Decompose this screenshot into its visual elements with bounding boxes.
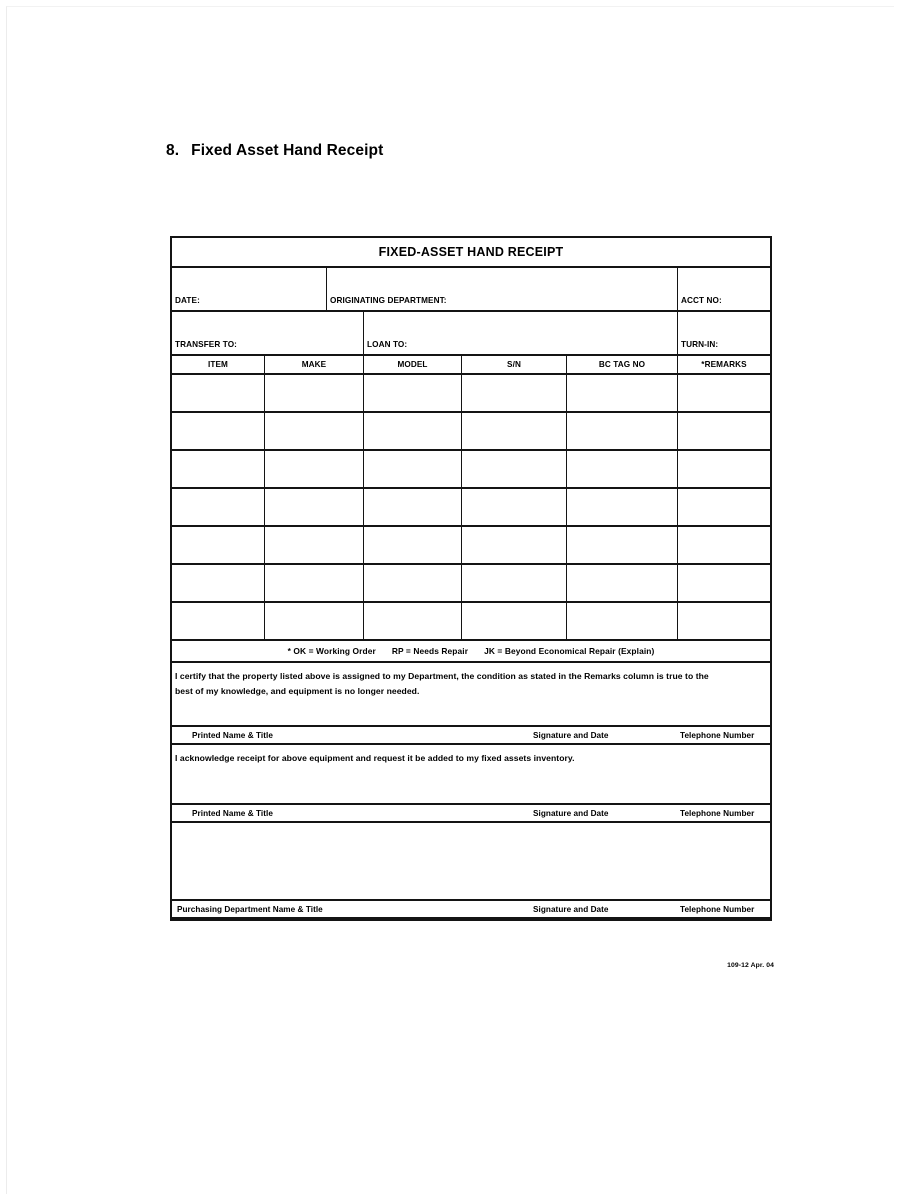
acknowledgment-statement bbox=[172, 745, 770, 766]
cell-model[interactable] bbox=[364, 489, 462, 525]
purchasing-printed-name-label: Purchasing Department Name & Title bbox=[177, 904, 323, 914]
cell-bc-tag-no[interactable] bbox=[567, 413, 678, 449]
date-field[interactable] bbox=[172, 268, 327, 310]
cell-sn[interactable] bbox=[462, 527, 567, 563]
table-row bbox=[172, 489, 770, 527]
acknowledgment-line-1: I acknowledge receipt for above equipment and request it be added to my fixed assets inventory. bbox=[175, 753, 575, 763]
cell-remarks[interactable] bbox=[678, 527, 770, 563]
cell-item[interactable] bbox=[172, 413, 265, 449]
transfer-to-label: TRANSFER TO: bbox=[175, 340, 237, 349]
cell-item[interactable] bbox=[172, 527, 265, 563]
cell-sn[interactable] bbox=[462, 565, 567, 601]
column-header-item: ITEM bbox=[172, 356, 265, 373]
cell-item[interactable] bbox=[172, 451, 265, 487]
certification-signature-strip bbox=[172, 725, 770, 743]
legend-rp: RP = Needs Repair bbox=[391, 646, 469, 656]
page-title bbox=[166, 142, 383, 160]
loan-to-label: LOAN TO: bbox=[367, 340, 408, 349]
cell-remarks[interactable] bbox=[678, 375, 770, 411]
cell-item[interactable] bbox=[172, 375, 265, 411]
table-row bbox=[172, 527, 770, 565]
acct-no-field[interactable] bbox=[678, 268, 770, 310]
cell-make[interactable] bbox=[265, 451, 364, 487]
cell-model[interactable] bbox=[364, 413, 462, 449]
column-header-remarks: *REMARKS bbox=[701, 360, 747, 369]
cell-sn[interactable] bbox=[462, 413, 567, 449]
purchasing-block bbox=[172, 823, 770, 919]
certification-printed-name-label: Printed Name & Title bbox=[192, 730, 273, 740]
cell-bc-tag-no[interactable] bbox=[567, 375, 678, 411]
cell-make[interactable] bbox=[265, 413, 364, 449]
signature-rule bbox=[505, 725, 648, 727]
certification-line-2: best of my knowledge, and equipment is no longer needed. bbox=[175, 685, 420, 696]
acct-no-label: ACCT NO: bbox=[681, 296, 722, 305]
certification-telephone-field[interactable] bbox=[674, 727, 770, 743]
cell-model[interactable] bbox=[364, 451, 462, 487]
turn-in-field[interactable] bbox=[678, 312, 770, 354]
table-header-row bbox=[172, 356, 770, 375]
cell-make[interactable] bbox=[265, 603, 364, 639]
purchasing-signature-strip bbox=[172, 899, 770, 917]
cell-remarks[interactable] bbox=[678, 603, 770, 639]
loan-to-field[interactable] bbox=[364, 312, 678, 354]
form-title: FIXED-ASSET HAND RECEIPT bbox=[378, 245, 564, 259]
cell-bc-tag-no[interactable] bbox=[567, 565, 678, 601]
originating-department-label: ORIGINATING DEPARTMENT: bbox=[330, 296, 447, 305]
column-header-sn: S/N bbox=[462, 356, 567, 373]
cell-remarks[interactable] bbox=[678, 565, 770, 601]
cell-make[interactable] bbox=[265, 375, 364, 411]
certification-signature-date-label: Signature and Date bbox=[533, 730, 609, 740]
certification-telephone-label: Telephone Number bbox=[680, 730, 755, 740]
cell-remarks[interactable] bbox=[678, 489, 770, 525]
cell-make[interactable] bbox=[265, 527, 364, 563]
column-header-make: MAKE bbox=[265, 356, 364, 373]
table-row bbox=[172, 603, 770, 641]
acknowledgment-signature-date-label: Signature and Date bbox=[533, 808, 609, 818]
page-title-number: 8. bbox=[166, 142, 180, 159]
form-title-row bbox=[172, 238, 770, 268]
column-header-model: MODEL bbox=[364, 356, 462, 373]
signature-rule bbox=[172, 725, 325, 727]
table-row bbox=[172, 375, 770, 413]
cell-sn[interactable] bbox=[462, 451, 567, 487]
remarks-legend bbox=[288, 646, 655, 656]
certification-signature-date-field[interactable] bbox=[423, 727, 674, 743]
certification-block bbox=[172, 663, 770, 745]
certification-statement bbox=[172, 663, 770, 699]
acknowledgment-telephone-label: Telephone Number bbox=[680, 808, 755, 818]
purchasing-printed-name-field[interactable] bbox=[172, 901, 423, 917]
certification-line-1: I certify that the property listed above is assigned to my Department, the condition as stated in the Remarks column is true to the bbox=[175, 671, 709, 681]
cell-sn[interactable] bbox=[462, 375, 567, 411]
acknowledgment-signature-date-field[interactable] bbox=[423, 805, 674, 821]
cell-model[interactable] bbox=[364, 375, 462, 411]
cell-make[interactable] bbox=[265, 565, 364, 601]
legend-jk: JK = Beyond Economical Repair (Explain) bbox=[484, 646, 655, 656]
cell-bc-tag-no[interactable] bbox=[567, 451, 678, 487]
originating-department-field[interactable] bbox=[327, 268, 678, 310]
date-label: DATE: bbox=[175, 296, 200, 305]
column-header-bc-tag-no: BC TAG NO bbox=[567, 356, 678, 373]
cell-sn[interactable] bbox=[462, 489, 567, 525]
signature-rule bbox=[674, 725, 770, 727]
cell-bc-tag-no[interactable] bbox=[567, 527, 678, 563]
cell-item[interactable] bbox=[172, 489, 265, 525]
signature-rule bbox=[505, 803, 648, 805]
cell-bc-tag-no[interactable] bbox=[567, 489, 678, 525]
legend-ok: * OK = Working Order bbox=[287, 646, 376, 656]
cell-bc-tag-no[interactable] bbox=[567, 603, 678, 639]
transfer-info-row bbox=[172, 312, 770, 356]
purchasing-signature-date-label: Signature and Date bbox=[533, 904, 609, 914]
cell-remarks[interactable] bbox=[678, 413, 770, 449]
acknowledgment-block bbox=[172, 745, 770, 823]
purchasing-signature-date-field[interactable] bbox=[423, 901, 674, 917]
purchasing-telephone-field[interactable] bbox=[674, 901, 770, 917]
cell-sn[interactable] bbox=[462, 603, 567, 639]
signature-rule bbox=[505, 899, 648, 901]
form-code: 109-12 Apr. 04 bbox=[727, 962, 774, 969]
table-row bbox=[172, 451, 770, 489]
transfer-to-field[interactable] bbox=[172, 312, 364, 354]
cell-model[interactable] bbox=[364, 527, 462, 563]
cell-item[interactable] bbox=[172, 565, 265, 601]
signature-rule bbox=[172, 899, 325, 901]
cell-model[interactable] bbox=[364, 603, 462, 639]
acknowledgment-printed-name-field[interactable] bbox=[172, 805, 423, 821]
cell-remarks[interactable] bbox=[678, 451, 770, 487]
turn-in-label: TURN-IN: bbox=[681, 340, 719, 349]
signature-rule bbox=[172, 803, 325, 805]
table-row bbox=[172, 413, 770, 451]
acknowledgment-telephone-field[interactable] bbox=[674, 805, 770, 821]
page-title-text: Fixed Asset Hand Receipt bbox=[191, 142, 384, 159]
cell-item[interactable] bbox=[172, 603, 265, 639]
date-info-row bbox=[172, 268, 770, 312]
cell-model[interactable] bbox=[364, 565, 462, 601]
certification-printed-name-field[interactable] bbox=[172, 727, 423, 743]
signature-rule bbox=[674, 899, 770, 901]
remarks-legend-row bbox=[172, 641, 770, 663]
acknowledgment-printed-name-label: Printed Name & Title bbox=[192, 808, 273, 818]
acknowledgment-signature-strip bbox=[172, 803, 770, 821]
cell-make[interactable] bbox=[265, 489, 364, 525]
purchasing-telephone-label: Telephone Number bbox=[680, 904, 755, 914]
fixed-asset-hand-receipt-form bbox=[170, 236, 774, 969]
table-row bbox=[172, 565, 770, 603]
signature-rule bbox=[674, 803, 770, 805]
